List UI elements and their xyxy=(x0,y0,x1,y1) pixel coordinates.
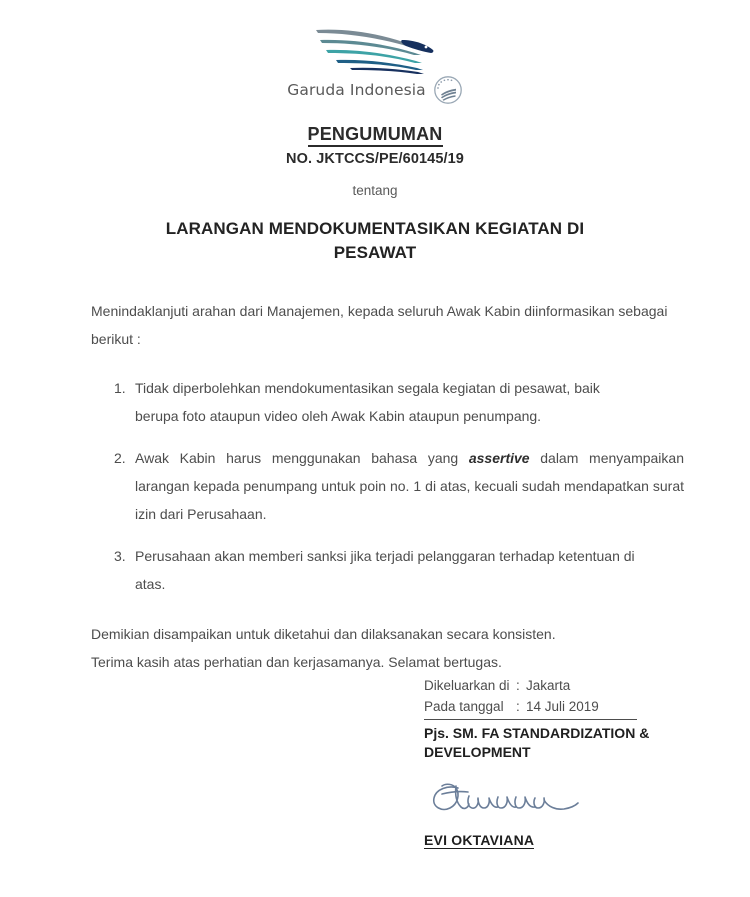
list-item-text xyxy=(135,542,684,598)
skyteam-circle-emblem-icon xyxy=(433,75,463,105)
list-item-marker: 3. xyxy=(114,547,126,564)
closing-block xyxy=(91,620,684,676)
page-title: PENGUMUMAN xyxy=(308,124,443,147)
signature-block xyxy=(424,676,694,850)
list-item-marker: 2. xyxy=(114,449,126,466)
list-item xyxy=(91,374,684,430)
closing-line-2: Terima kasih atas perhatian dan kerjasamanya. Selamat bertugas. xyxy=(91,653,502,670)
signer-position-title: Pjs. SM. FA STANDARDIZATION & DEVELOPMENT xyxy=(424,724,650,760)
issued-place-value: Jakarta xyxy=(526,678,571,693)
list-item xyxy=(91,542,684,598)
list-item-text-before: Tidak diperbolehkan mendokumentasikan segala kegiatan di pesawat, baik xyxy=(135,379,600,396)
logo-wordmark-row xyxy=(287,75,463,105)
list-item xyxy=(91,444,684,528)
issued-place-row xyxy=(424,676,694,697)
regarding-label: tentang xyxy=(352,182,398,198)
list-item-text xyxy=(135,444,684,528)
issued-place-label: Dikeluarkan di xyxy=(424,678,510,693)
list-item-emphasis: assertive xyxy=(468,449,530,466)
list-item-text-before: Awak Kabin harus menggunakan bahasa yang xyxy=(135,449,459,466)
numbered-list xyxy=(91,374,684,598)
issued-place-separator: : xyxy=(516,678,520,693)
issued-date-separator: : xyxy=(516,698,520,714)
company-logo-block xyxy=(0,0,750,105)
signer-name: EVI OKTAVIANA xyxy=(424,831,535,848)
list-item-marker: 1. xyxy=(114,379,126,396)
list-item-text-after: berupa foto ataupun video oleh Awak Kabin ataupun penumpang. xyxy=(135,407,542,424)
garuda-bird-logo-icon xyxy=(314,22,436,74)
intro-paragraph: Menindaklanjuti arahan dari Manajemen, kepada seluruh Awak Kabin diinformasikan sebagai berikut : xyxy=(91,302,668,347)
document-title-block xyxy=(0,124,750,266)
issued-date-row xyxy=(424,697,637,720)
closing-line-1: Demikian disampaikan untuk diketahui dan dilaksanakan secara konsisten. xyxy=(91,625,556,642)
document-subject: LARANGAN MENDOKUMENTASIKAN KEGIATAN DI PESAWAT xyxy=(165,218,585,263)
issued-date-value: 14 Juli 2019 xyxy=(526,698,599,714)
handwritten-signature-icon xyxy=(428,780,588,826)
list-item-text xyxy=(135,374,684,430)
logo-wordmark: Garuda Indonesia xyxy=(287,81,426,99)
document-number: NO. JKTCCS/PE/60145/19 xyxy=(286,150,464,167)
document-body xyxy=(0,297,750,676)
list-item-text-after: atas. xyxy=(135,575,166,592)
list-item-text-after: dalam menyampaikan larangan kepada penumpang untuk poin no. 1 di atas, kecuali sudah mendapatkan surat izin dari Perusahaan. xyxy=(135,449,684,522)
issued-date-label: Pada tanggal xyxy=(424,698,504,714)
list-item-text-before: Perusahaan akan memberi sanksi jika terjadi pelanggaran terhadap ketentuan di xyxy=(135,547,635,564)
